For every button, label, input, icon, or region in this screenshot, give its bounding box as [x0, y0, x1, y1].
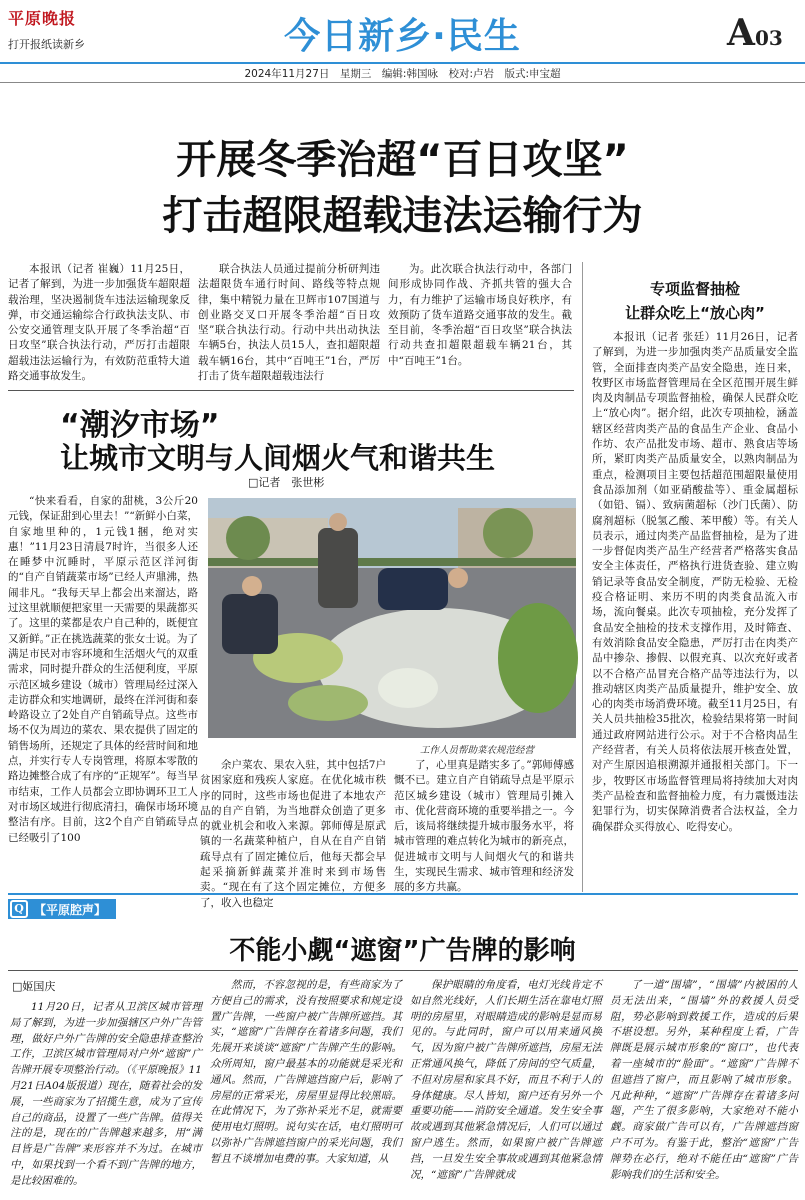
commentary-icon: Q	[10, 900, 28, 918]
article4-column-3: 保护眼睛的角度看，电灯光线肯定不如自然光线好，人们长期生活在靠电灯照明的房屋里，对眼睛造成的影响是显而易见的。与此同时，窗户可以用来通风换气，因为窗户被广告牌所遮挡，房屋无法正常通风换气，降低了房间的空气质量，不但对房屋和家具不好，而且不利于人的身体健康。尽人皆知，窗户还有另外一个重要功能——消防安全通道。发生安全事故或遇到其他紧急情况后，人们可以通过窗户逃生。然而，如果窗户被广告牌遮挡，一旦发生安全事故或遇到其他紧急情况，“遮窗”广告牌就成	[410, 979, 602, 1181]
newspaper-logo: 平原晚报	[8, 9, 77, 28]
article4-title: 不能小觑“遮窗”广告牌的影响	[229, 936, 576, 966]
page-letter: A	[727, 12, 755, 54]
article4-byline: □姬国庆	[12, 980, 56, 993]
article3-title-line1: 专项监督抽检	[649, 280, 740, 298]
article2-column-2: 余户菜农、果农入驻，其中包括7户贫困家庭和残疾人家庭。在优化城市秩序的同时，这些市场也促进了本地农产品的自产自销，为当地群众创造了更多的就业机会和收入来源。郭师傅是原武镇的一名蔬菜种植户，自从在自产自销疏导点有了固定摊位后，他每天都会早起采摘新鲜蔬菜并准时来到市场售卖。“现在有了这个固定摊位，方便多了，收入也稳定	[200, 759, 386, 909]
newspaper-slogan: 打开报纸读新乡	[8, 38, 85, 51]
article4-column-1: 11月20日，记者从卫滨区城市管理局了解到，为进一步加强辖区户外广告管理，做好户外广告牌的安全隐患排查整治工作，卫滨区城市管理局对户外“遮窗”广告牌开展专项整治行动。（《平原晚报》11月21日A04版报道）现在，随着社会的发展，一些商家为了招揽生意，成为了宣传自己的商品，设置了一些广告牌。值得关注的是，现在的广告牌越来越多，用“满目皆是广告牌”来形容并不为过。在城市中，如果找到一个看不到广告牌的地方，是比较困难的。	[10, 1001, 202, 1187]
article2-byline: □记者 张世彬	[248, 476, 325, 489]
header-rule	[0, 62, 805, 64]
section-separator	[8, 893, 798, 895]
article1-title-line1: 开展冬季治超“百日攻坚”	[176, 137, 629, 183]
article4-rule	[8, 970, 798, 971]
article2-title-line1: “潮汐市场”	[60, 408, 220, 443]
article4-column-2: 然而，不容忽视的是，有些商家为了方便自己的需求，没有按照要求和规定设置广告牌，一些窗户被广告牌所遮挡。其实，“遮窗”广告牌存在着诸多问题，我们先展开来谈谈“遮窗”广告牌产生的影响。众所周知，窗户最基本的功能就是采光和通风。然而，广告牌遮挡窗户后，影响了房屋的正常采光，房屋里显得比较黑暗。在此情况下，为了弥补采光不足，就需要使用电灯照明。说句实在话，电灯照明可以弥补广告牌遮挡窗户的采光问题，我们暂且不谈增加电费的事。大家知道，从	[210, 979, 402, 1165]
article-divider	[8, 390, 574, 391]
photo-caption: 工作人员帮助菜农规范经营	[420, 745, 535, 756]
article4-column-4: 了一道“围墙”，“围墙”内被困的人员无法出来，“围墙”外的救援人员受阻，势必影响到救援工作，造成的后果不堪设想。另外，某种程度上看，广告牌既是展示城市形象的“窗口”，也代表着一座城市的“脸面”。“遮窗”广告牌不但遮挡了窗户，而且影响了城市形象。凡此种种，“遮窗”广告牌存在着诸多问题，产生了很多影响，大家绝对不能小觑。商家做广告可以有，广告牌遮挡窗户不可为。有鉴于此，整治“遮窗”广告牌势在必行，绝对不能任由“遮窗”广告影响我们的生活和安全。	[610, 979, 798, 1181]
article2-title-line2: 让城市文明与人间烟火气和谐共生	[60, 441, 496, 475]
market-photo	[208, 498, 576, 738]
market-photo-illustration	[208, 498, 576, 738]
article1-column-2: 联合执法人员通过提前分析研判违法超限货车通行时间、路线等特点规律，集中精锐力量在卫辉市107国道与创业路交叉口开展冬季治超“百日攻坚”联合执法行动。行动中共出动执法车辆5台，执法人员15人，查扣超限超载车辆16台，其中“百吨王”1台，严厉打击了货车超限超载违法行	[198, 263, 380, 383]
article1-title-line2: 打击超限超载违法运输行为	[162, 193, 643, 239]
article3-title-line2: 让群众吃上“放心肉”	[625, 304, 765, 322]
column-divider	[582, 262, 583, 892]
page-digits: 03	[754, 26, 783, 50]
article3-body: 本报讯（记者 张廷）11月26日，记者了解到，为进一步加强肉类产品质量安全监管，全面排查肉类产品安全隐患，连日来，牧野区市场监督管理局在全区范围开展生鲜肉及肉制品专项监督抽检，确保人民群众吃上“放心肉”。据介绍，此次专项抽检，涵盖辖区经营肉类产品的食品生产企业、食品小作坊、农产品批发市场、超市、熟食店等场所，紧盯肉类产品质量安全，以熟肉制品为重点，检测项目主要包括超范围超限量使用食品添加剂（如亚硝酸盐等）、重金属超标（如铅、镉）、致病菌超标（沙门氏菌）、防腐剂超标（脱氢乙酸、苯甲酸）等。有关人员表示，通过肉类产品监督抽检，是为了进一步督促肉类产品生产经营者严格落实食品安全主体责任，严格执行进货查验、建立购销记录等食品安全制度，严防无检验、无检疫合格证明、来历不明的肉类食品流入市场，流向餐桌。此次专项抽检，充分发挥了食品安全抽检的技术支撑作用，及时筛查、有效消除食品安全隐患，严厉打击在肉类产品中掺杂、掺假、以假充真、以次充好或者以不合格产品冒充合格产品等违法行为，以推动辖区肉类产品质量提升，维护安全、放心的肉类市场消费环境。截至11月25日，有关人员共抽检35批次，检验结果将第一时间通过政府网站进行公示。对于不合格肉品生产经营者，有关人员将依法展开核查处置，对产生原因追根溯源并通报相关部门。下一步，牧野区市场监督管理局将持续加大对肉类产品检查和监督抽检力度，有力震慑违法犯罪行为，切实保障消费者合法权益，全力确保群众买得放心、吃得安心。	[592, 331, 798, 833]
section-title: 今日新乡·民生	[284, 16, 521, 57]
article2-column-1: “快来看看，自家的甜桃，3公斤20元钱，保证甜到心里去！”“新鲜小白菜，自家地里种的，1元钱1捆，绝对实惠！”11月23日清晨7时许，当很多人还在睡梦中沉睡时，平原示范区洋河街的“自产自销蔬菜市场”已经人声鼎沸，热闹非凡。“我每天早上都会出来溜达，路过这里就顺便把家里一天需要的果蔬都买了。这里的菜都是农户自己种的，既便宜又新鲜。”正在挑选蔬菜的张女士说。为了满足市民对市容环境和生活烟火气的双重需求，同时提升群众的生活便利度，平原示范区城乡建设（城市）管理局经过深入走访群众和实地调研，最终在洋河街和泰岭路设立了2处自产自销疏导点。这些市场不仅为周边的菜农、果农提供了固定的销售场所，还规定了具体的经营时间和地点，并实行专人专岗管理，将原本零散的路边摊整合成了有序的“正规军”。每当早市结束，工作人员都会立即协调环卫工人对市场区域进行彻底清扫，确保市场环境整洁有序。目前，这2个自产自销疏导点已经吸引了100	[8, 495, 198, 844]
article1-column-1: 本报讯（记者 崔巍）11月25日，记者了解到，为进一步加强货车超限超载治理，坚决遏制货车违法运输现象反弹，市交通运输综合行政执法支队、市公安交通管理支队开展了冬季治超“百日攻坚”联合执法行动，严厉打击超限超载违法运输行为，有效防范重特大道路交通事故发生。	[8, 263, 190, 383]
meta-rule	[0, 82, 805, 83]
article1-column-3: 为。此次联合执法行动中，各部门间形成协同作战、齐抓共管的强大合力，有力维护了运输市场良好秩序，有效预防了货车道路交通事故的发生。截至目前，冬季治超“百日攻坚”联合执法行动共查扣超限超载车辆21台，其中“百吨王”1台。	[388, 263, 572, 367]
issue-meta: 2024年11月27日 星期三 编辑:韩国咏 校对:卢岩 版式:申宝超	[244, 68, 561, 80]
column-tag: 【平原腔声】	[8, 899, 116, 919]
article2-column-3: 了，心里真是踏实多了。”郭师傅感慨不已。建立自产自销疏导点是平原示范区城乡建设（城市）管理局引摊入市、优化营商环境的重要举措之一。今后，该局将继续提升城市服务水平，将城市管理的难点转化为城市的新亮点，促进城市文明与人间烟火气的和谐共生，实现民生需求、城市管理和经济发展的多方共赢。	[394, 759, 574, 894]
page-number	[727, 12, 783, 54]
